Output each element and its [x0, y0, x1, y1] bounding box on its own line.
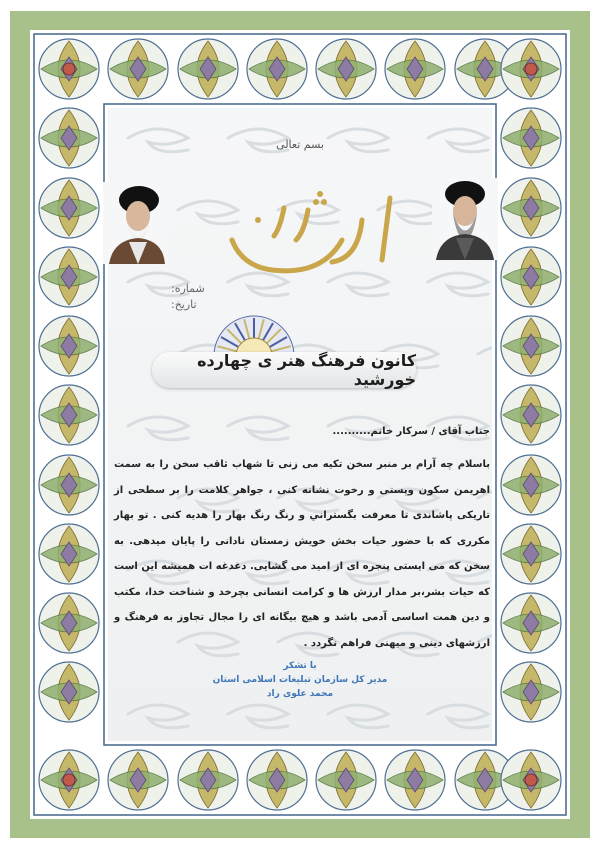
- signature-position: مدیر کل سازمان تبلیغات اسلامی استان: [212, 675, 388, 685]
- letter-body: باسلام چه آرام بر منبر سخن تکیه می زنی تا شهاب ثاقب سخن را به سمت اهریمن سکون وپستی و رخوت نشانه کنی ، جواهر کلامت را بر سطحی از تاریکی پاشاندی تا معرفت بگستراني و رنگ رنگ بهار را هدیه کنی . تو بهار مکرری که با حضور حیات بخش خویش زمستان نادانی را پایان میدهی. به سخن که می ایستی پنجره ای از امید می گشایی. دغدغه ات همیشه این است که حیات بشر،بر مدار ارزش ها و کرامت انسانی بچرخد و شناخت خدا، مکتب و دین همت اساسی آدمی باشد و هیچ بیگانه ای را مجال تجاوز به فرهنگ و ارزشهای دینی و میهنی فراهم نگردد .: [114, 459, 490, 649]
- title-text: لوح سپاس: [287, 276, 337, 289]
- signature-closing: با تشکر: [283, 661, 317, 671]
- organization-banner: [152, 352, 416, 388]
- number-label: شماره:: [171, 282, 205, 295]
- organization-name: کانون فرهنگ هنر ی چهارده خورشید: [197, 351, 416, 389]
- greeting-text: جناب آقای / سرکار خانم..........: [332, 426, 490, 437]
- rosette-ornament: [206, 312, 302, 356]
- date-label: تاریخ:: [171, 298, 197, 311]
- portrait-left: [103, 182, 169, 264]
- title-calligraphy: [212, 180, 412, 290]
- portrait-right: [432, 178, 498, 260]
- bismillah-text: بسم تعالی: [276, 138, 324, 151]
- signature-name: محمد علوی راد: [266, 689, 334, 699]
